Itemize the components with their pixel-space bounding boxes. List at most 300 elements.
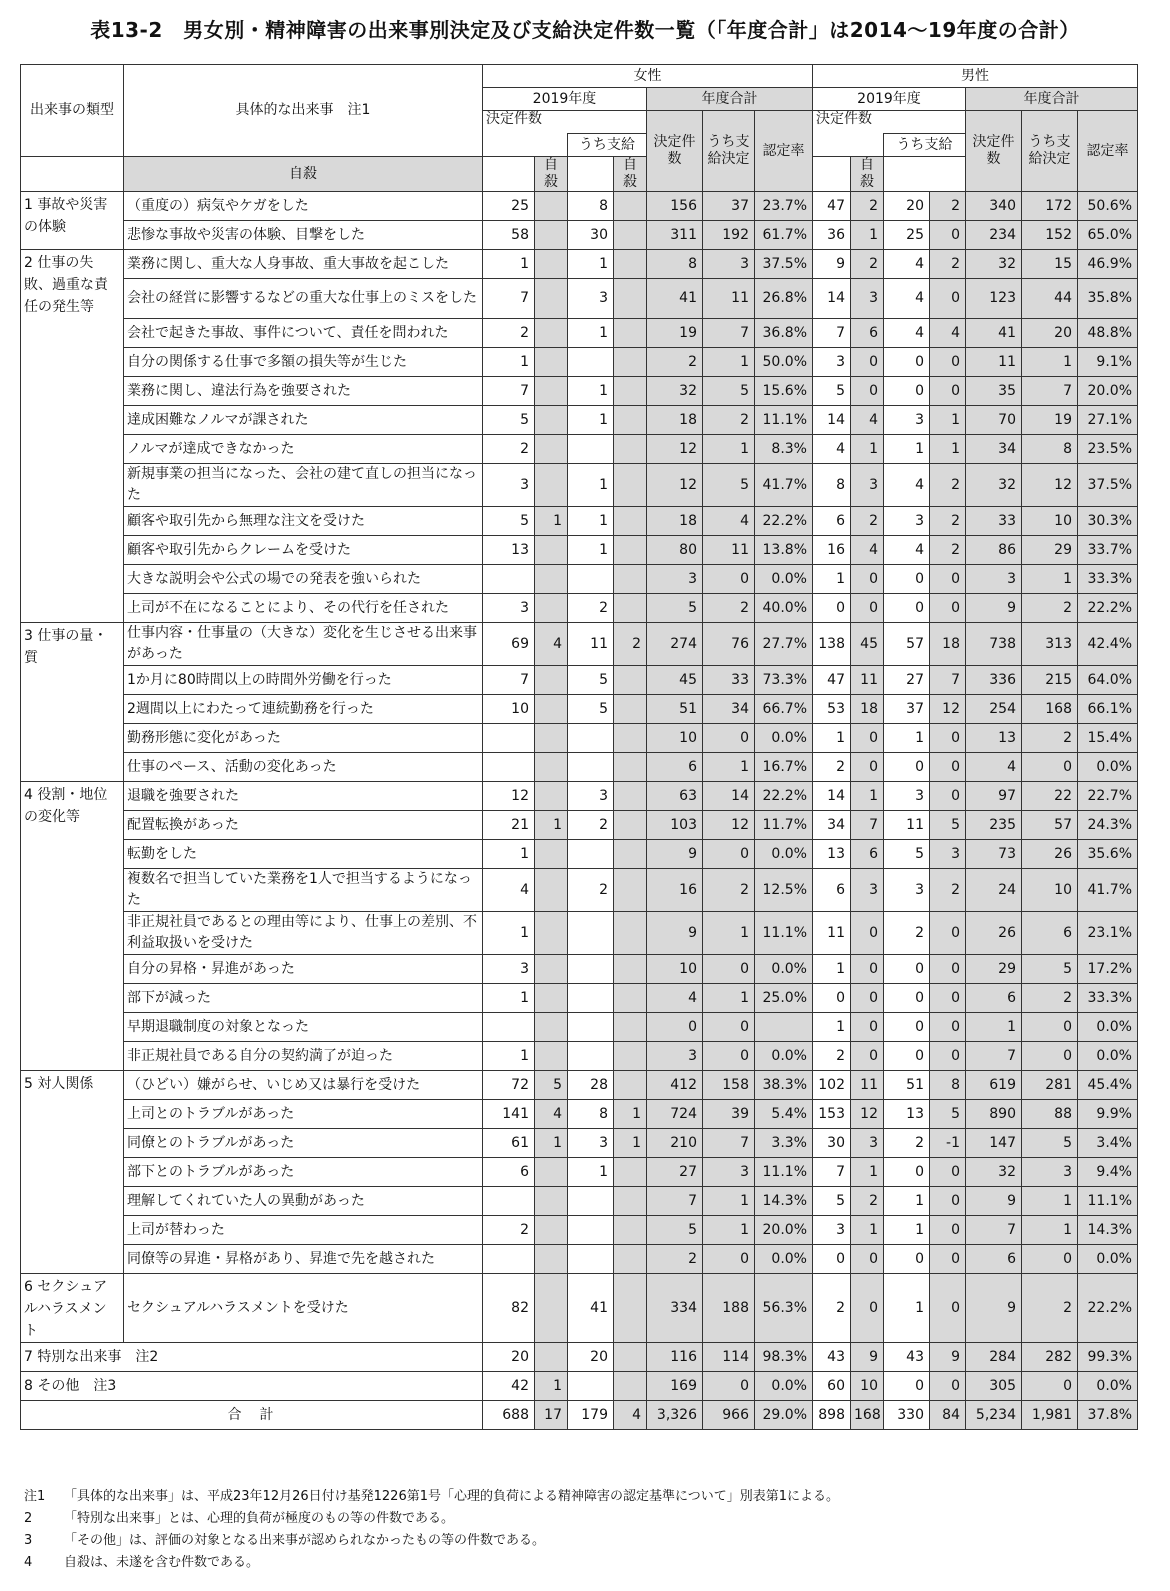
table-row <box>21 869 1138 912</box>
female-value-5: 1 <box>703 1187 755 1216</box>
female-value-3 <box>614 984 647 1013</box>
female-value-0: 1 <box>483 912 535 955</box>
female-value-3 <box>614 565 647 594</box>
female-value-6: 22.2% <box>755 782 813 811</box>
male-value-3: 2 <box>930 536 966 565</box>
male-value-6: 48.8% <box>1078 319 1138 348</box>
male-value-5: 15 <box>1022 250 1078 279</box>
male-value-0: 3 <box>813 348 851 377</box>
male-value-0: 16 <box>813 536 851 565</box>
female-value-2 <box>568 1013 614 1042</box>
event-cell: 同僚等の昇進・昇格があり、昇進で先を越された <box>124 1245 483 1274</box>
male-value-4: 3 <box>966 565 1022 594</box>
female-value-1: 1 <box>535 1372 568 1401</box>
female-value-1: 4 <box>535 623 568 666</box>
male-value-5: 0 <box>1022 1042 1078 1071</box>
female-value-2: 2 <box>568 811 614 840</box>
male-value-2: 0 <box>884 594 930 623</box>
male-value-1: 9 <box>851 1343 884 1372</box>
male-value-0: 898 <box>813 1401 851 1430</box>
female-value-3 <box>614 869 647 912</box>
header-male-decisions-spacer <box>813 134 851 157</box>
table-row <box>21 782 1138 811</box>
header-female-paid-blank <box>483 157 535 192</box>
table-row <box>21 1158 1138 1187</box>
footnote-key: 2 <box>24 1511 33 1526</box>
female-value-1 <box>535 724 568 753</box>
male-value-6: 15.4% <box>1078 724 1138 753</box>
male-value-4: 86 <box>966 536 1022 565</box>
female-value-6: 27.7% <box>755 623 813 666</box>
female-value-1: 17 <box>535 1401 568 1430</box>
table-row <box>21 565 1138 594</box>
event-cell: （重度の）病気やケガをした <box>124 192 483 221</box>
male-value-0: 138 <box>813 623 851 666</box>
female-value-2 <box>568 1372 614 1401</box>
male-value-4: 34 <box>966 435 1022 464</box>
male-value-6: 35.8% <box>1078 279 1138 319</box>
table-row <box>21 840 1138 869</box>
female-value-1 <box>535 912 568 955</box>
table-row <box>21 1129 1138 1158</box>
event-cell: 大きな説明会や公式の場での発表を強いられた <box>124 565 483 594</box>
female-value-5: 5 <box>703 377 755 406</box>
female-value-4: 63 <box>647 782 703 811</box>
male-value-4: 738 <box>966 623 1022 666</box>
female-value-3 <box>614 507 647 536</box>
male-value-1: 10 <box>851 1372 884 1401</box>
header-male-fy-total: 年度合計 <box>966 88 1138 111</box>
male-value-4: 6 <box>966 1245 1022 1274</box>
male-value-2: 330 <box>884 1401 930 1430</box>
male-value-0: 36 <box>813 221 851 250</box>
category-cell: 5 対人関係 <box>21 1071 124 1274</box>
female-value-5: 192 <box>703 221 755 250</box>
header-female-total-paid-label: うち支給決定 <box>707 134 750 167</box>
female-value-4: 412 <box>647 1071 703 1100</box>
table-row <box>21 221 1138 250</box>
male-value-0: 7 <box>813 1158 851 1187</box>
male-value-4: 41 <box>966 319 1022 348</box>
header-male-decisions-label: 決定件数 <box>816 111 872 127</box>
female-value-3 <box>614 955 647 984</box>
female-value-5: 0 <box>703 840 755 869</box>
female-value-0: 2 <box>483 1216 535 1245</box>
special-row <box>21 1343 1138 1372</box>
female-value-0: 12 <box>483 782 535 811</box>
male-value-5: 19 <box>1022 406 1078 435</box>
total-row-label: 合 計 <box>21 1401 483 1430</box>
table-row <box>21 250 1138 279</box>
event-cell: 転勤をした <box>124 840 483 869</box>
female-value-4: 103 <box>647 811 703 840</box>
male-value-6: 22.2% <box>1078 1274 1138 1343</box>
male-value-1: 0 <box>851 955 884 984</box>
female-value-1: 1 <box>535 507 568 536</box>
header-male-paid: うち支給 <box>884 134 966 157</box>
male-value-5: 172 <box>1022 192 1078 221</box>
male-value-4: 619 <box>966 1071 1022 1100</box>
female-value-3 <box>614 348 647 377</box>
female-value-4: 12 <box>647 464 703 507</box>
male-value-6: 23.5% <box>1078 435 1138 464</box>
male-value-5: 152 <box>1022 221 1078 250</box>
female-value-6: 11.7% <box>755 811 813 840</box>
female-value-0: 42 <box>483 1372 535 1401</box>
female-value-2: 5 <box>568 695 614 724</box>
male-value-6: 14.3% <box>1078 1216 1138 1245</box>
male-value-3: 0 <box>930 1158 966 1187</box>
male-value-5: 1 <box>1022 1216 1078 1245</box>
male-value-3: 8 <box>930 1071 966 1100</box>
event-cell: 仕事のペース、活動の変化あった <box>124 753 483 782</box>
male-value-4: 147 <box>966 1129 1022 1158</box>
header-male-paid-blank <box>813 157 851 192</box>
male-value-2: 25 <box>884 221 930 250</box>
female-value-6: 66.7% <box>755 695 813 724</box>
female-value-1 <box>535 464 568 507</box>
female-value-5: 3 <box>703 1158 755 1187</box>
male-value-4: 29 <box>966 955 1022 984</box>
male-value-5: 2 <box>1022 984 1078 1013</box>
male-value-2: 1 <box>884 1274 930 1343</box>
male-value-0: 1 <box>813 565 851 594</box>
male-value-6: 66.1% <box>1078 695 1138 724</box>
female-value-5: 1 <box>703 1216 755 1245</box>
male-value-0: 2 <box>813 1042 851 1071</box>
female-value-0: 7 <box>483 279 535 319</box>
female-value-2: 1 <box>568 464 614 507</box>
male-value-4: 73 <box>966 840 1022 869</box>
female-value-5: 114 <box>703 1343 755 1372</box>
female-value-4: 9 <box>647 912 703 955</box>
event-cell: 複数名で担当していた業務を1人で担当するようになった <box>124 869 483 912</box>
female-value-4: 311 <box>647 221 703 250</box>
header-male: 男性 <box>813 65 1138 88</box>
male-value-3: 0 <box>930 221 966 250</box>
table-row <box>21 348 1138 377</box>
male-value-0: 47 <box>813 666 851 695</box>
male-value-2: 1 <box>884 724 930 753</box>
female-value-6: 0.0% <box>755 840 813 869</box>
male-value-5: 0 <box>1022 1013 1078 1042</box>
header-male-fy2019: 2019年度 <box>813 88 966 111</box>
male-value-1: 0 <box>851 753 884 782</box>
male-value-6: 33.7% <box>1078 536 1138 565</box>
table-row <box>21 912 1138 955</box>
header-category <box>21 65 124 157</box>
male-value-6: 0.0% <box>1078 1245 1138 1274</box>
male-value-5: 5 <box>1022 955 1078 984</box>
female-value-3 <box>614 594 647 623</box>
male-value-5: 1 <box>1022 348 1078 377</box>
female-value-3: 1 <box>614 1100 647 1129</box>
male-value-1: 1 <box>851 435 884 464</box>
male-value-5: 168 <box>1022 695 1078 724</box>
male-value-6: 22.2% <box>1078 594 1138 623</box>
female-value-5: 1 <box>703 435 755 464</box>
male-value-1: 4 <box>851 536 884 565</box>
male-value-2: 0 <box>884 1042 930 1071</box>
female-value-4: 2 <box>647 348 703 377</box>
male-value-0: 9 <box>813 250 851 279</box>
male-value-0: 3 <box>813 1216 851 1245</box>
female-value-3 <box>614 1158 647 1187</box>
female-value-4: 12 <box>647 435 703 464</box>
female-value-6: 14.3% <box>755 1187 813 1216</box>
male-value-2: 3 <box>884 782 930 811</box>
male-value-5: 26 <box>1022 840 1078 869</box>
male-value-0: 6 <box>813 869 851 912</box>
male-value-6: 33.3% <box>1078 565 1138 594</box>
female-value-3 <box>614 192 647 221</box>
male-value-3: 12 <box>930 695 966 724</box>
female-value-5: 1 <box>703 348 755 377</box>
table-row <box>21 594 1138 623</box>
male-value-3: 0 <box>930 782 966 811</box>
female-value-2 <box>568 955 614 984</box>
table-row <box>21 623 1138 666</box>
male-value-5: 1 <box>1022 1187 1078 1216</box>
male-value-0: 6 <box>813 507 851 536</box>
table-row <box>21 1071 1138 1100</box>
female-value-2 <box>568 565 614 594</box>
female-value-3: 2 <box>614 623 647 666</box>
female-value-0: 1 <box>483 1042 535 1071</box>
male-value-2: 51 <box>884 1071 930 1100</box>
female-value-6: 0.0% <box>755 1372 813 1401</box>
female-value-4: 9 <box>647 840 703 869</box>
male-value-5: 10 <box>1022 869 1078 912</box>
female-value-4: 4 <box>647 984 703 1013</box>
female-value-0: 25 <box>483 192 535 221</box>
table-row <box>21 811 1138 840</box>
header-event-label: 具体的な出来事 注1 <box>235 102 371 118</box>
female-value-0: 10 <box>483 695 535 724</box>
male-value-6: 0.0% <box>1078 1372 1138 1401</box>
male-value-5: 10 <box>1022 507 1078 536</box>
female-value-6: 41.7% <box>755 464 813 507</box>
female-value-6: 11.1% <box>755 1158 813 1187</box>
event-cell: 早期退職制度の対象となった <box>124 1013 483 1042</box>
female-value-3 <box>614 811 647 840</box>
male-value-5: 2 <box>1022 594 1078 623</box>
female-value-3 <box>614 377 647 406</box>
header-male-rate <box>1078 111 1138 192</box>
female-value-3 <box>614 840 647 869</box>
male-value-1: 3 <box>851 1129 884 1158</box>
female-value-3 <box>614 279 647 319</box>
male-value-6: 22.7% <box>1078 782 1138 811</box>
female-value-0: 82 <box>483 1274 535 1343</box>
male-value-0: 14 <box>813 406 851 435</box>
male-value-3: 0 <box>930 279 966 319</box>
female-value-2 <box>568 840 614 869</box>
male-value-0: 1 <box>813 1013 851 1042</box>
male-value-4: 9 <box>966 594 1022 623</box>
female-value-0 <box>483 1013 535 1042</box>
male-value-2: 1 <box>884 1216 930 1245</box>
male-value-1: 0 <box>851 912 884 955</box>
male-value-1: 2 <box>851 192 884 221</box>
female-value-0: 69 <box>483 623 535 666</box>
female-value-5: 0 <box>703 1013 755 1042</box>
female-value-6: 36.8% <box>755 319 813 348</box>
female-value-3 <box>614 695 647 724</box>
male-value-3: 0 <box>930 1042 966 1071</box>
table-row <box>21 1187 1138 1216</box>
male-value-4: 4 <box>966 753 1022 782</box>
event-cell: 会社の経営に影響するなどの重大な仕事上のミスをした <box>124 279 483 319</box>
table-row <box>21 319 1138 348</box>
female-value-1 <box>535 594 568 623</box>
footnote-key: 注1 <box>24 1489 46 1504</box>
female-value-2: 3 <box>568 782 614 811</box>
female-value-1 <box>535 435 568 464</box>
footnote-key: 4 <box>24 1555 33 1570</box>
male-value-6: 0.0% <box>1078 753 1138 782</box>
female-value-2: 28 <box>568 1071 614 1100</box>
male-value-2: 11 <box>884 811 930 840</box>
event-cell: 理解してくれていた人の異動があった <box>124 1187 483 1216</box>
male-value-2: 0 <box>884 1158 930 1187</box>
male-value-4: 284 <box>966 1343 1022 1372</box>
female-value-5: 0 <box>703 1245 755 1274</box>
category-cell: 1 事故や災害の体験 <box>21 192 124 250</box>
table-row <box>21 536 1138 565</box>
male-value-3: -1 <box>930 1129 966 1158</box>
male-value-4: 7 <box>966 1216 1022 1245</box>
female-value-2 <box>568 348 614 377</box>
male-value-5: 0 <box>1022 1372 1078 1401</box>
female-value-1 <box>535 869 568 912</box>
female-value-1 <box>535 955 568 984</box>
male-value-4: 32 <box>966 1158 1022 1187</box>
male-value-6: 23.1% <box>1078 912 1138 955</box>
female-value-6 <box>755 1013 813 1042</box>
female-value-1 <box>535 840 568 869</box>
male-value-5: 313 <box>1022 623 1078 666</box>
female-value-3 <box>614 536 647 565</box>
female-value-4: 18 <box>647 507 703 536</box>
male-value-4: 1 <box>966 1013 1022 1042</box>
female-value-3 <box>614 1372 647 1401</box>
table-row <box>21 464 1138 507</box>
female-value-5: 12 <box>703 811 755 840</box>
female-value-0: 5 <box>483 507 535 536</box>
header-female-decisions-spacer-2 <box>535 134 568 157</box>
event-cell: 勤務形態に変化があった <box>124 724 483 753</box>
female-value-0: 61 <box>483 1129 535 1158</box>
female-value-3 <box>614 1343 647 1372</box>
female-value-4: 724 <box>647 1100 703 1129</box>
male-value-2: 0 <box>884 1372 930 1401</box>
female-value-0: 7 <box>483 666 535 695</box>
table-row <box>21 1245 1138 1274</box>
female-value-1 <box>535 782 568 811</box>
male-value-6: 37.8% <box>1078 1401 1138 1430</box>
female-value-2: 41 <box>568 1274 614 1343</box>
table-row <box>21 279 1138 319</box>
male-value-1: 168 <box>851 1401 884 1430</box>
male-value-2: 57 <box>884 623 930 666</box>
female-value-0: 2 <box>483 319 535 348</box>
male-value-3: 0 <box>930 348 966 377</box>
female-value-6: 37.5% <box>755 250 813 279</box>
male-value-1: 11 <box>851 666 884 695</box>
male-value-1: 1 <box>851 1216 884 1245</box>
header-male-total-paid-label: うち支給決定 <box>1028 134 1071 167</box>
male-value-5: 7 <box>1022 377 1078 406</box>
female-value-2 <box>568 724 614 753</box>
male-value-4: 123 <box>966 279 1022 319</box>
header-female-rate-label: 認定率 <box>762 142 805 159</box>
male-value-0: 4 <box>813 435 851 464</box>
female-value-1 <box>535 1158 568 1187</box>
female-value-4: 0 <box>647 1013 703 1042</box>
female-value-5: 39 <box>703 1100 755 1129</box>
male-value-2: 4 <box>884 279 930 319</box>
female-value-2 <box>568 1042 614 1071</box>
male-value-1: 0 <box>851 565 884 594</box>
female-value-4: 210 <box>647 1129 703 1158</box>
male-value-3: 2 <box>930 507 966 536</box>
male-value-4: 305 <box>966 1372 1022 1401</box>
female-value-5: 11 <box>703 536 755 565</box>
female-value-0: 13 <box>483 536 535 565</box>
male-value-3: 0 <box>930 1187 966 1216</box>
female-value-3 <box>614 782 647 811</box>
male-value-6: 0.0% <box>1078 1013 1138 1042</box>
special-row-label: 8 その他 注3 <box>21 1372 483 1401</box>
female-value-1 <box>535 221 568 250</box>
male-value-0: 13 <box>813 840 851 869</box>
male-value-1: 3 <box>851 869 884 912</box>
male-value-4: 9 <box>966 1274 1022 1343</box>
male-value-1: 0 <box>851 377 884 406</box>
header-male-decisions-blank <box>568 157 614 192</box>
male-value-6: 3.4% <box>1078 1129 1138 1158</box>
female-value-3 <box>614 1071 647 1100</box>
female-value-1 <box>535 1042 568 1071</box>
male-value-6: 37.5% <box>1078 464 1138 507</box>
male-value-6: 64.0% <box>1078 666 1138 695</box>
male-value-2: 4 <box>884 536 930 565</box>
female-value-4: 41 <box>647 279 703 319</box>
male-value-1: 2 <box>851 507 884 536</box>
male-value-6: 99.3% <box>1078 1343 1138 1372</box>
female-value-6: 20.0% <box>755 1216 813 1245</box>
male-value-0: 30 <box>813 1129 851 1158</box>
category-cell: 4 役割・地位の変化等 <box>21 782 124 1071</box>
male-value-4: 7 <box>966 1042 1022 1071</box>
header-male-total-decisions-label: 決定件数 <box>972 134 1015 167</box>
header-female-paid-suicide: 自殺 <box>535 157 568 192</box>
female-value-4: 16 <box>647 869 703 912</box>
female-value-5: 2 <box>703 869 755 912</box>
male-value-2: 13 <box>884 1100 930 1129</box>
male-value-4: 5,234 <box>966 1401 1022 1430</box>
female-value-5: 1 <box>703 753 755 782</box>
male-value-2: 0 <box>884 565 930 594</box>
male-value-3: 0 <box>930 1372 966 1401</box>
male-value-1: 12 <box>851 1100 884 1129</box>
event-cell: 上司とのトラブルがあった <box>124 1100 483 1129</box>
header-female-total-paid <box>703 111 755 192</box>
male-value-4: 26 <box>966 912 1022 955</box>
male-value-1: 0 <box>851 1274 884 1343</box>
male-value-0: 2 <box>813 1274 851 1343</box>
